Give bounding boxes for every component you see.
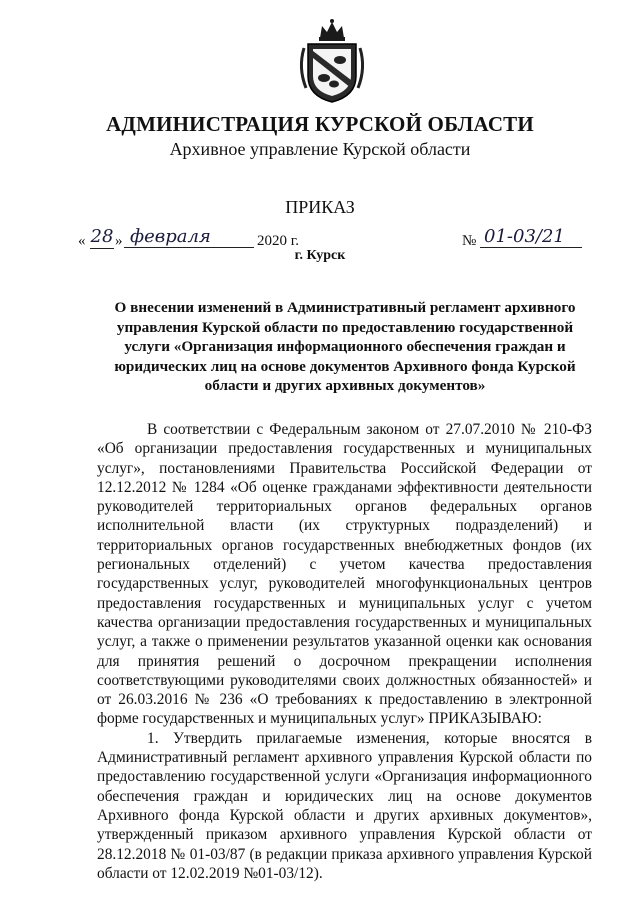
number-sign: № (462, 233, 477, 249)
date-year: 2020 г. (257, 233, 299, 249)
organization-title: АДМИНИСТРАЦИЯ КУРСКОЙ ОБЛАСТИ (106, 112, 534, 136)
date-month: февраля (124, 226, 254, 248)
kursk-coat-of-arms-icon (296, 18, 368, 104)
document-body (97, 420, 592, 883)
body-paragraph: 1. Утвердить прилагаемые изменения, которые вносятся в Административный регламент архивного управления Курской области по предоставлению государственной услуги «Организация информационного обеспечения граждан и юридических лиц на основе документов Архивного фонда Курской области и других архивных документов», утвержденный приказом архивного управления Курской области от 28.12.2018 № 01-03/87 (в редакции приказа архивного управления Курской области от 12.02.2019 №01-03/12). (97, 729, 592, 882)
quote-open: « (78, 233, 86, 249)
document-number: 01-03/21 (480, 226, 582, 248)
city: г. Курск (294, 248, 346, 263)
document-heading: О внесении изменений в Административный регламент архивного управления Курской области по предоставлению государственной услуги «Организация информационного обеспечения граждан и юридических лиц на основе документов Архивного фонда Курской области и других архивных документов» (114, 299, 576, 394)
organization-header (0, 112, 640, 160)
body-paragraph: В соответствии с Федеральным законом от 27.07.2010 № 210-ФЗ «Об организации предоставления государственных и муниципальных услуг», постановлениями Правительства Российской Федерации от 12.12.2012 № 1284 «Об оценке гражданами эффективности деятельности руководителей территориальных органов федеральных органов исполнительной власти (их структурных подразделений) и территориальных органов государственных внебюджетных фондов (их региональных отделений) с учетом качества предоставления государственных услуг, руководителей многофункциональных центров предоставления государственных и муниципальных услуг с учетом качества организации предоставления государственных и муниципальных услуг, а также о применении результатов указанной оценки как основания для принятия решений о досрочном прекращении исполнения соответствующими руководителями своих должностных обязанностей» и от 26.03.2016 № 236 «О требованиях к предоставлению в электронной форме государственных и муниципальных услуг» ПРИКАЗЫВАЮ: (97, 421, 592, 728)
date-day: 28 (90, 226, 114, 247)
department-title: Архивное управление Курской области (169, 139, 471, 159)
document-type: ПРИКАЗ (285, 197, 355, 217)
quote-close: » (115, 233, 123, 249)
